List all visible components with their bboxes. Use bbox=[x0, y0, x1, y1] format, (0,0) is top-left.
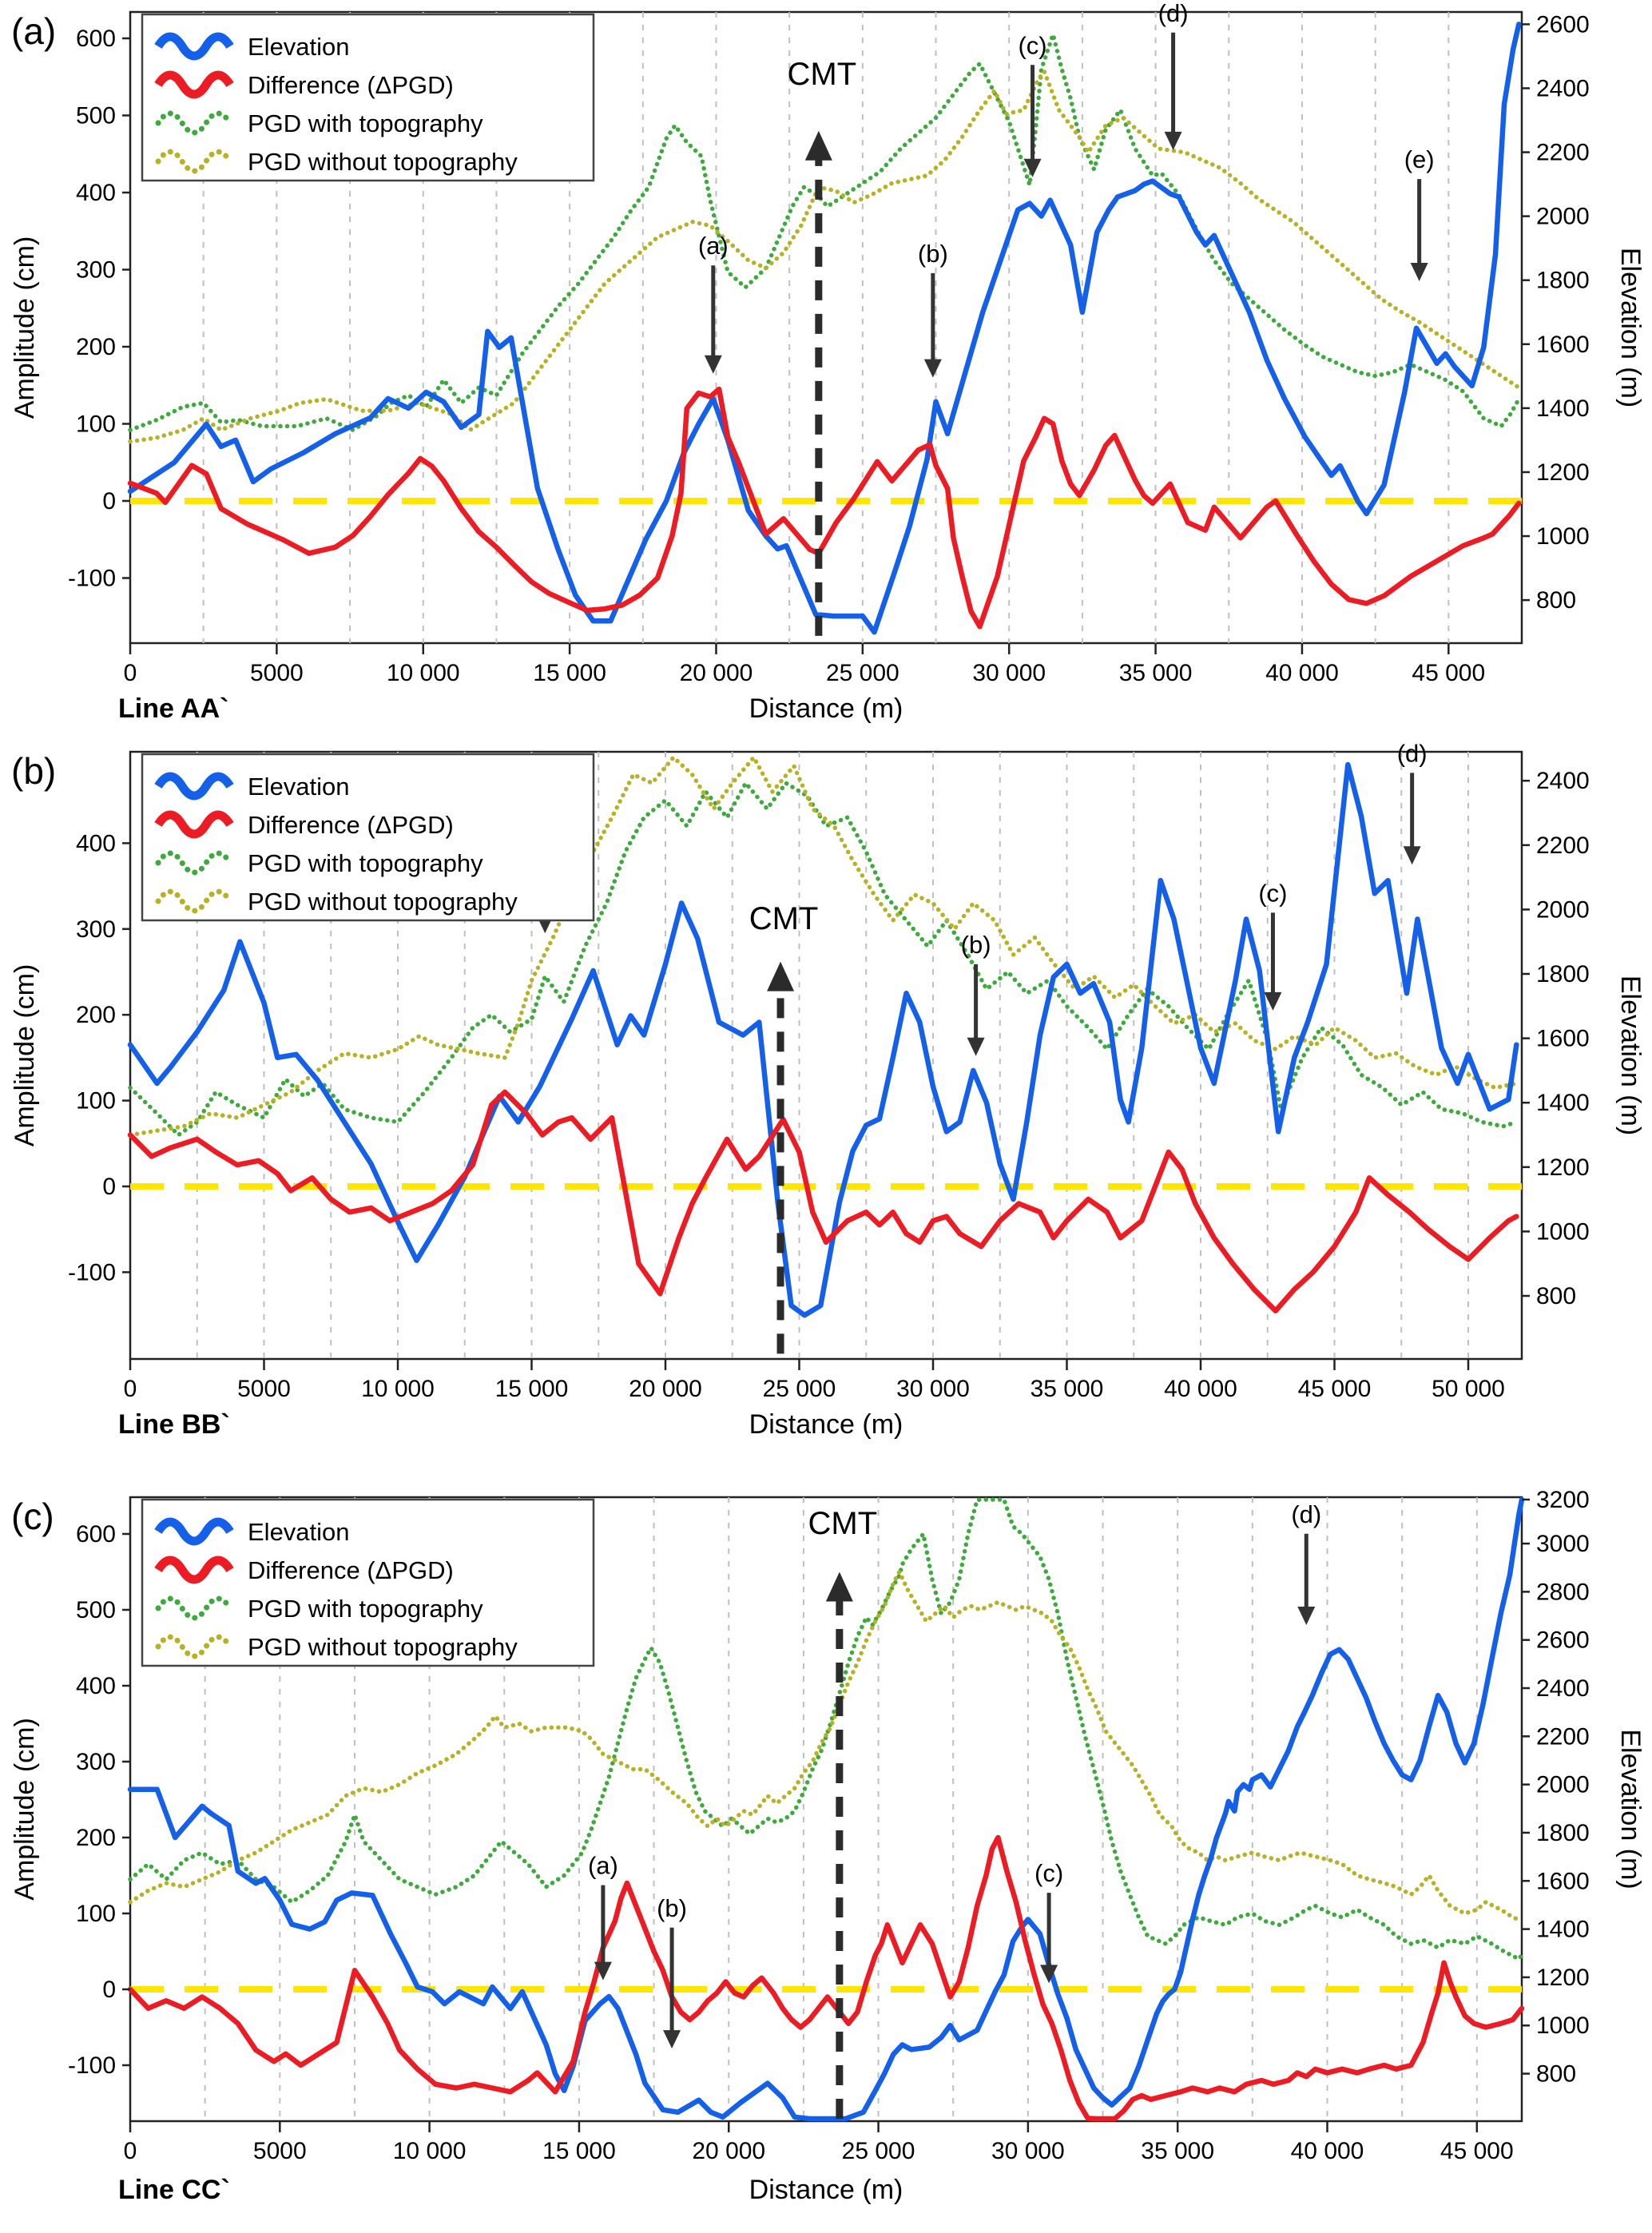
right-tick-label: 1800 bbox=[1536, 961, 1590, 988]
x-tick-label: 5000 bbox=[252, 2138, 307, 2164]
right-tick-label: 1400 bbox=[1536, 395, 1590, 422]
x-axis-ticks bbox=[124, 643, 1486, 686]
left-tick-label: 200 bbox=[75, 1825, 116, 1851]
right-tick-label: 2000 bbox=[1536, 1771, 1590, 1798]
x-tick-label: 50 000 bbox=[1432, 1376, 1505, 1402]
annotation-label: (e) bbox=[1404, 145, 1435, 174]
right-tick-label: 800 bbox=[1536, 587, 1577, 614]
left-tick-label: -100 bbox=[67, 1259, 116, 1286]
right-tick-label: 1800 bbox=[1536, 267, 1590, 294]
cmt-label: CMT bbox=[749, 900, 819, 936]
right-tick-label: 2200 bbox=[1536, 139, 1590, 166]
x-tick-label: 40 000 bbox=[1265, 660, 1339, 686]
left-tick-label: 100 bbox=[75, 1087, 116, 1115]
left-tick-label: 400 bbox=[75, 830, 116, 857]
x-tick-label: 0 bbox=[123, 2138, 137, 2164]
right-tick-label: 2800 bbox=[1536, 1579, 1590, 1606]
y-axis-left-title: Amplitude (cm) bbox=[10, 1718, 40, 1901]
legend-item-label: PGD without topography bbox=[248, 1633, 518, 1661]
right-tick-label: 1400 bbox=[1536, 1090, 1590, 1117]
legend-item-label: Elevation bbox=[248, 1518, 350, 1546]
right-tick-label: 1600 bbox=[1536, 1868, 1590, 1895]
left-tick-label: 0 bbox=[102, 1174, 116, 1200]
x-tick-label: 5000 bbox=[249, 660, 304, 686]
x-tick-label: 25 000 bbox=[841, 2138, 915, 2164]
legend-item-label: Difference (ΔPGD) bbox=[248, 1556, 454, 1584]
x-tick-label: 35 000 bbox=[1141, 2138, 1215, 2164]
annotation-label: (b) bbox=[657, 1893, 688, 1922]
x-axis-title: Distance (m) bbox=[749, 693, 903, 724]
panel-letter: (a) bbox=[11, 10, 57, 52]
x-tick-label: 20 000 bbox=[692, 2138, 766, 2164]
x-tick-label: 45 000 bbox=[1412, 660, 1486, 686]
legend-item-label: Elevation bbox=[248, 33, 350, 61]
left-tick-label: 0 bbox=[102, 488, 116, 515]
legend-item-label: PGD without topography bbox=[248, 148, 518, 176]
panel-(a) bbox=[0, 0, 1652, 744]
annotation-label: (a) bbox=[587, 1851, 618, 1880]
x-axis-ticks bbox=[124, 2121, 1514, 2164]
legend-item-label: PGD with topography bbox=[248, 109, 483, 137]
legend-item-label: PGD without topography bbox=[248, 888, 518, 916]
x-tick-label: 30 000 bbox=[972, 660, 1046, 686]
legend bbox=[142, 14, 594, 181]
right-tick-label: 1800 bbox=[1536, 1819, 1590, 1846]
y-axis-right-title: Elevation (m) bbox=[1615, 1729, 1646, 1889]
x-tick-label: 5000 bbox=[237, 1376, 291, 1402]
left-tick-label: 400 bbox=[75, 180, 116, 206]
x-tick-label: 0 bbox=[123, 660, 137, 686]
x-tick-label: 40 000 bbox=[1164, 1376, 1237, 1402]
legend-item-label: PGD with topography bbox=[248, 849, 483, 877]
panel-(b) bbox=[0, 744, 1652, 1488]
left-tick-label: 300 bbox=[75, 256, 116, 284]
x-tick-label: 45 000 bbox=[1440, 2138, 1514, 2164]
legend-item-label: Difference (ΔPGD) bbox=[248, 811, 454, 839]
right-tick-label: 800 bbox=[1536, 2060, 1577, 2088]
right-tick-label: 2600 bbox=[1536, 11, 1590, 38]
legend bbox=[142, 1500, 594, 1666]
legend bbox=[142, 754, 594, 920]
line-title: Line BB` bbox=[118, 1409, 230, 1440]
right-tick-label: 2400 bbox=[1536, 1675, 1590, 1703]
right-tick-label: 2400 bbox=[1536, 768, 1590, 795]
right-tick-label: 2000 bbox=[1536, 896, 1590, 924]
right-tick-label: 1600 bbox=[1536, 1025, 1590, 1052]
annotation-label: (c) bbox=[1258, 879, 1288, 908]
panel-letter: (b) bbox=[11, 750, 57, 792]
panel-(c) bbox=[0, 1488, 1652, 2233]
x-tick-label: 40 000 bbox=[1290, 2138, 1364, 2164]
right-tick-label: 2600 bbox=[1536, 1627, 1590, 1654]
x-tick-label: 20 000 bbox=[629, 1376, 702, 1402]
left-tick-label: 300 bbox=[75, 916, 116, 943]
right-tick-label: 1400 bbox=[1536, 1916, 1590, 1943]
right-tick-label: 1600 bbox=[1536, 331, 1590, 358]
right-axis-ticks bbox=[1522, 11, 1590, 614]
annotation-label: (b) bbox=[917, 239, 948, 268]
cmt-label: CMT bbox=[808, 1506, 878, 1541]
left-tick-label: 200 bbox=[75, 1002, 116, 1029]
left-tick-label: 600 bbox=[75, 1521, 116, 1548]
right-axis-ticks bbox=[1522, 1488, 1590, 2088]
x-tick-label: 15 000 bbox=[494, 1376, 569, 1402]
x-tick-label: 25 000 bbox=[762, 1376, 836, 1402]
right-tick-label: 2400 bbox=[1536, 75, 1590, 102]
x-axis-ticks bbox=[124, 1359, 1505, 1402]
y-axis-right-title: Elevation (m) bbox=[1615, 975, 1646, 1136]
left-tick-label: 500 bbox=[75, 1597, 116, 1623]
x-tick-label: 0 bbox=[123, 1376, 137, 1402]
right-tick-label: 800 bbox=[1536, 1283, 1577, 1310]
left-axis-ticks bbox=[68, 1521, 130, 2079]
right-tick-label: 3200 bbox=[1536, 1488, 1590, 1513]
annotation-label: (a) bbox=[697, 232, 729, 260]
x-axis-title: Distance (m) bbox=[749, 2175, 903, 2205]
x-tick-label: 15 000 bbox=[533, 660, 606, 686]
left-tick-label: 0 bbox=[102, 1977, 116, 2003]
y-axis-left-title: Amplitude (cm) bbox=[10, 964, 40, 1147]
left-tick-label: -100 bbox=[67, 2052, 116, 2079]
left-tick-label: 100 bbox=[75, 411, 116, 438]
x-tick-label: 15 000 bbox=[542, 2138, 616, 2164]
annotation-label: (b) bbox=[960, 930, 991, 959]
left-tick-label: 100 bbox=[75, 1901, 116, 1927]
legend-item-label: Difference (ΔPGD) bbox=[248, 71, 454, 99]
x-tick-label: 35 000 bbox=[1118, 660, 1193, 686]
y-axis-left-title: Amplitude (cm) bbox=[10, 236, 40, 419]
x-tick-label: 45 000 bbox=[1297, 1376, 1372, 1402]
left-axis-ticks bbox=[68, 830, 130, 1285]
x-tick-label: 25 000 bbox=[825, 660, 899, 686]
left-tick-label: 500 bbox=[75, 102, 116, 129]
annotation-label: (c) bbox=[1018, 31, 1047, 60]
annotation-label: (d) bbox=[1158, 0, 1189, 27]
left-tick-label: -100 bbox=[67, 565, 116, 592]
right-tick-label: 1200 bbox=[1536, 1964, 1590, 1991]
x-tick-label: 35 000 bbox=[1030, 1376, 1104, 1402]
right-tick-label: 3000 bbox=[1536, 1531, 1590, 1558]
left-axis-ticks bbox=[68, 26, 130, 592]
right-tick-label: 1000 bbox=[1536, 2012, 1590, 2040]
right-tick-label: 2000 bbox=[1536, 203, 1590, 230]
line-title: Line AA` bbox=[118, 693, 229, 724]
x-axis-title: Distance (m) bbox=[749, 1409, 903, 1440]
right-tick-label: 2200 bbox=[1536, 832, 1590, 859]
panel-letter: (c) bbox=[11, 1496, 54, 1537]
right-tick-label: 1200 bbox=[1536, 459, 1590, 486]
left-tick-label: 400 bbox=[75, 1673, 116, 1699]
x-tick-label: 10 000 bbox=[392, 2138, 467, 2164]
left-tick-label: 300 bbox=[75, 1749, 116, 1775]
x-tick-label: 20 000 bbox=[679, 660, 753, 686]
x-tick-label: 10 000 bbox=[386, 660, 460, 686]
left-tick-label: 600 bbox=[75, 26, 116, 52]
line-title: Line CC` bbox=[118, 2175, 230, 2205]
annotation-label: (c) bbox=[1034, 1859, 1064, 1888]
legend-item-label: Elevation bbox=[248, 773, 350, 801]
right-tick-label: 1200 bbox=[1536, 1154, 1590, 1181]
x-tick-label: 30 000 bbox=[991, 2138, 1065, 2164]
x-tick-label: 10 000 bbox=[361, 1376, 435, 1402]
right-tick-label: 2200 bbox=[1536, 1723, 1590, 1750]
annotation-label: (d) bbox=[1291, 1500, 1322, 1528]
x-tick-label: 30 000 bbox=[896, 1376, 970, 1402]
right-tick-label: 1000 bbox=[1536, 1218, 1590, 1246]
legend-item-label: PGD with topography bbox=[248, 1595, 483, 1623]
right-tick-label: 1000 bbox=[1536, 523, 1590, 550]
y-axis-right-title: Elevation (m) bbox=[1615, 247, 1646, 408]
right-axis-ticks bbox=[1522, 768, 1590, 1309]
cmt-label: CMT bbox=[787, 56, 857, 92]
left-tick-label: 200 bbox=[75, 334, 116, 360]
annotation-label: (d) bbox=[1396, 744, 1428, 768]
